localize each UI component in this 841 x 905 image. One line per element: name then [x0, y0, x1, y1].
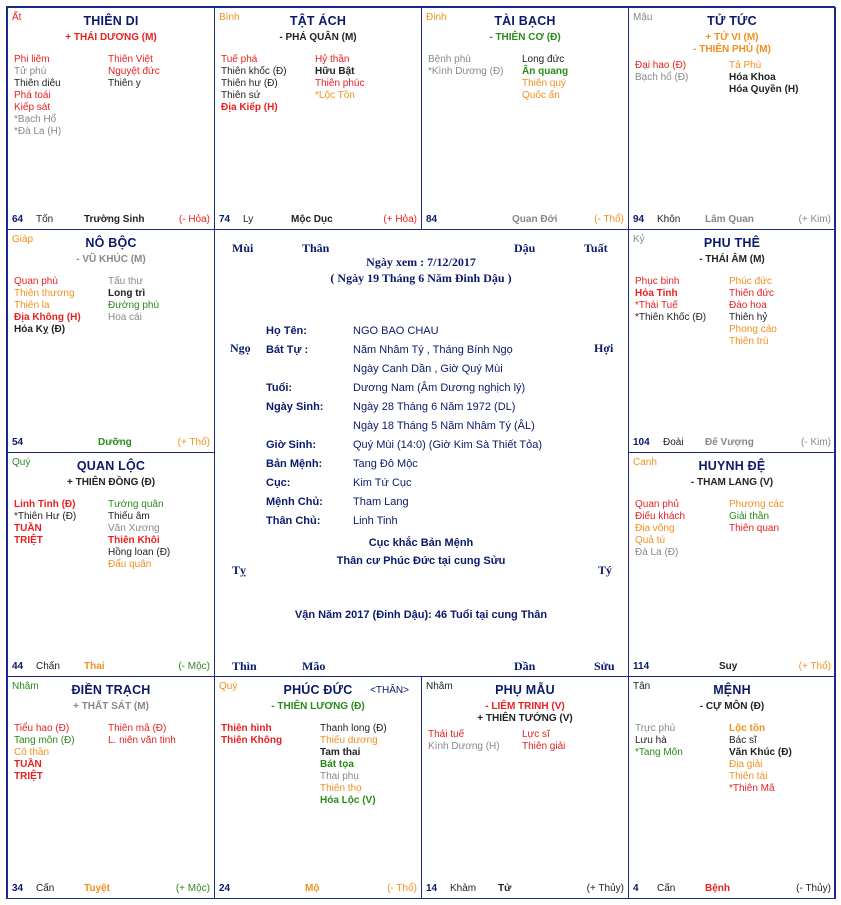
age-number: 44	[12, 661, 24, 672]
stars-left	[428, 729, 500, 753]
minor-star: Ân quang	[522, 66, 569, 77]
minor-star: Thai phụ	[320, 771, 359, 782]
palace-stem: Quý	[219, 681, 238, 692]
minor-star: Tử phù	[14, 66, 47, 77]
life-stage: Đế Vượng	[705, 437, 754, 448]
info-value: Linh Tinh	[353, 515, 398, 527]
minor-star: TUẦN	[14, 759, 42, 770]
minor-star: Thiên thọ	[320, 783, 362, 794]
palace-stem: Bính	[219, 12, 240, 23]
minor-star: Địa Không (H)	[14, 312, 81, 323]
minor-star: *Thiên Hư (Đ)	[14, 511, 77, 522]
life-stage: Lâm Quan	[705, 214, 754, 225]
info-value: Ngày 18 Tháng 5 Năm Nhâm Tý (ÂL)	[353, 420, 535, 432]
palace-phuc-duc	[214, 676, 422, 899]
minor-star: Lộc tồn	[729, 723, 766, 734]
minor-star: Thiên quan	[729, 523, 780, 534]
minor-star: Trực phù	[635, 723, 676, 734]
minor-star: *Thiên Khốc (Đ)	[635, 312, 707, 323]
minor-star: Tấu thư	[108, 276, 144, 287]
main-star: + TỬ VI (M)	[705, 32, 759, 43]
minor-star: Phi liêm	[14, 54, 50, 65]
age-number: 54	[12, 437, 24, 448]
palace-title: ĐIỀN TRẠCH	[71, 683, 151, 697]
branch-mao: Mão	[302, 659, 326, 673]
minor-star: Địa Kiếp (H)	[221, 102, 278, 113]
minor-star: TRIỆT	[14, 771, 43, 782]
branch-ngo: Ngọ	[230, 341, 251, 355]
stars-right	[108, 54, 160, 90]
minor-star: Nguyệt đức	[108, 66, 160, 77]
life-stage: Quan Đới	[512, 214, 558, 225]
palace-stem: Tân	[633, 681, 651, 692]
info-value: Ngày Canh Dần , Giờ Quý Mùi	[353, 363, 503, 375]
minor-star: Địa võng	[635, 523, 675, 534]
palace-title: NÔ BỘC	[85, 236, 137, 250]
minor-star: Thiên la	[14, 300, 50, 311]
minor-star: Tướng quân	[108, 499, 164, 510]
palace-stem: Nhâm	[12, 681, 39, 692]
minor-star: Thiên phúc	[315, 78, 365, 89]
main-star: - VŨ KHÚC (M)	[76, 254, 146, 265]
stars-left	[14, 276, 81, 336]
note-cuc-khac: Cục khắc Bản Mệnh	[368, 537, 474, 549]
main-star: - CỰ MÔN (Đ)	[699, 701, 765, 712]
minor-star: Thiên thương	[14, 288, 75, 299]
element: (+ Hỏa)	[383, 214, 417, 225]
main-star: - PHÁ QUÂN (M)	[279, 32, 357, 43]
minor-star: Hỏa Kỵ (Đ)	[14, 324, 66, 335]
palace-thien-di	[7, 7, 215, 230]
main-star: + THẤT SÁT (M)	[73, 701, 149, 712]
minor-star: Thiên hỷ	[729, 312, 768, 323]
branch-ty-right: Tý	[598, 563, 613, 577]
stars-right	[320, 723, 387, 807]
palace-stem: Mậu	[633, 12, 653, 23]
life-stage: Suy	[719, 661, 738, 672]
age-number: 14	[426, 883, 438, 894]
stars-right	[108, 723, 176, 747]
minor-star: Thiên Không	[221, 735, 283, 746]
palace-title: TÀI BẠCH	[494, 14, 556, 28]
palace-tai-bach	[421, 7, 629, 230]
lunar-date: ( Ngày 19 Tháng 6 Năm Đinh Dậu )	[330, 271, 512, 285]
palace-tu-tuc	[628, 7, 836, 230]
age-number: 34	[12, 883, 24, 894]
trigram: Chấn	[36, 661, 60, 672]
stars-left	[428, 54, 504, 78]
minor-star: Đào hoa	[729, 300, 767, 311]
stars-left	[14, 723, 75, 783]
minor-star: Đẩu quân	[108, 559, 152, 570]
minor-star: Thiên sứ	[221, 90, 261, 101]
minor-star: Đà La (Đ)	[635, 547, 679, 558]
minor-star: Long đức	[522, 54, 565, 65]
palace-stem: Đinh	[426, 12, 447, 23]
palace-title: TỬ TỨC	[707, 14, 757, 28]
minor-star: Thiếu âm	[108, 511, 150, 522]
minor-star: Hóa Khoa	[729, 72, 776, 83]
palace-quan-loc	[7, 452, 215, 677]
minor-star: Điếu khách	[635, 511, 686, 522]
branch-ty-left: Tỵ	[232, 563, 247, 577]
main-star: + THIÊN ĐỒNG (Đ)	[66, 477, 156, 488]
minor-star: Hóa Quyền (H)	[729, 84, 799, 95]
minor-star: Giải thần	[729, 511, 770, 522]
life-stage: Dưỡng	[98, 437, 132, 448]
main-star: - THÁI ÂM (M)	[699, 254, 765, 265]
palace-footer	[12, 434, 210, 448]
palace-title: HUYNH ĐỆ	[698, 459, 766, 473]
minor-star: Hỷ thần	[315, 54, 350, 65]
element: (- Thủy)	[796, 883, 831, 894]
age-number: 104	[633, 437, 650, 448]
stars-right	[522, 54, 568, 102]
view-date: Ngày xem : 7/12/2017	[366, 255, 476, 269]
minor-star: Thiên y	[108, 78, 141, 89]
branch-tuat: Tuất	[584, 241, 608, 255]
palace-phu-mau	[421, 676, 629, 899]
stars-left	[14, 54, 61, 138]
minor-star: Thiếu dương	[320, 735, 378, 746]
life-stage: Bệnh	[705, 883, 730, 894]
info-value: Ngày 28 Tháng 6 Năm 1972 (DL)	[353, 401, 516, 413]
life-stage: Tuyệt	[84, 883, 110, 894]
stars-right	[108, 499, 170, 571]
age-number: 24	[219, 883, 231, 894]
minor-star: *Kình Dương (Đ)	[428, 66, 504, 77]
palace-menh	[628, 676, 836, 899]
palace-footer	[219, 211, 417, 225]
element: (- Mộc)	[178, 661, 210, 672]
element: (- Hỏa)	[178, 214, 210, 225]
trigram: Cấn	[36, 883, 55, 894]
palace-footer	[633, 880, 831, 894]
info-label: Ngày Sinh:	[266, 401, 324, 413]
minor-star: Kiếp sát	[14, 102, 51, 113]
palace-footer	[12, 211, 210, 225]
main-star: - LIÊM TRINH (V)	[485, 701, 565, 712]
minor-star: Linh Tinh (Đ)	[14, 499, 76, 510]
life-stage: Tử	[498, 883, 512, 894]
main-star: - THAM LANG (V)	[690, 477, 774, 488]
stars-right	[315, 54, 364, 102]
element: (+ Thổ)	[177, 437, 210, 448]
minor-star: Bác sĩ	[729, 735, 757, 746]
info-label: Bát Tự :	[266, 344, 309, 356]
than-marker: <THÂN>	[370, 685, 409, 696]
info-label: Cục:	[266, 477, 291, 489]
palace-no-boc	[7, 229, 215, 453]
minor-star: *Đà La (H)	[14, 126, 62, 137]
minor-star: Thiên diêu	[14, 78, 61, 89]
minor-star: TRIỆT	[14, 535, 43, 546]
palace-stem: Ất	[12, 12, 22, 23]
branch-dan: Dần	[514, 659, 536, 673]
palace-tat-ach	[214, 7, 422, 230]
palace-huynh-de	[628, 452, 836, 677]
info-value: Năm Nhâm Tý , Tháng Bính Ngọ	[353, 344, 513, 356]
van-nam: Vận Năm 2017 (Đinh Dậu): 46 Tuổi tại cung Thân	[294, 609, 548, 621]
trigram: Cấn	[657, 883, 676, 894]
palace-title: TẬT ÁCH	[289, 14, 347, 28]
minor-star: Phượng các	[729, 499, 784, 510]
palace-title: PHỤ MẪU	[495, 683, 555, 697]
branch-suu: Sửu	[594, 659, 615, 673]
info-label: Họ Tên:	[266, 325, 307, 337]
main-star: - THIÊN PHỦ (M)	[693, 44, 771, 55]
minor-star: Thiên giải	[522, 741, 566, 752]
minor-star: Thiên khốc (Đ)	[221, 66, 287, 77]
branch-mui: Mùi	[232, 241, 254, 255]
minor-star: Phúc đức	[729, 276, 772, 287]
stars-left	[635, 499, 685, 559]
minor-star: Văn Khúc (Đ)	[729, 747, 792, 758]
minor-star: Phong cáo	[729, 324, 777, 335]
palace-footer	[633, 211, 831, 225]
minor-star: Văn Xương	[108, 523, 160, 534]
info-label: Tuổi:	[266, 382, 293, 394]
stars-right	[729, 276, 777, 348]
palace-footer	[12, 880, 210, 894]
info-value: NGO BAO CHAU	[353, 325, 439, 337]
stars-right	[522, 729, 565, 753]
palace-footer	[219, 880, 417, 894]
minor-star: Thiên hư (Đ)	[221, 78, 278, 89]
trigram: Ly	[243, 214, 254, 225]
minor-star: Thiên trù	[729, 336, 769, 347]
element: (+ Thủy)	[586, 883, 624, 894]
palace-title: PHÚC ĐỨC	[283, 683, 353, 697]
minor-star: Quả tú	[635, 535, 666, 546]
age-number: 84	[426, 214, 438, 225]
life-stage: Mộ	[305, 883, 320, 894]
minor-star: Tuế phá	[221, 54, 258, 65]
info-value: Dương Nam (Âm Dương nghịch lý)	[353, 382, 526, 394]
palace-phu-the	[628, 229, 836, 453]
info-value: Quý Mùi (14:0) (Giờ Kim Sà Thiết Tỏa)	[353, 439, 542, 451]
horoscope-chart	[6, 6, 835, 899]
minor-star: Hồng loan (Đ)	[108, 547, 171, 558]
minor-star: Đường phù	[108, 300, 160, 311]
center-panel	[214, 229, 628, 676]
minor-star: Thiên hình	[221, 723, 272, 734]
info-label: Giờ Sinh:	[266, 439, 316, 451]
minor-star: Tam thai	[320, 747, 361, 758]
minor-star: Kình Dương (H)	[428, 741, 500, 752]
stars-left	[635, 723, 683, 759]
note-than-cu: Thân cư Phúc Đức tại cung Sửu	[336, 555, 506, 567]
main-star: - THIÊN LƯƠNG (Đ)	[271, 701, 365, 712]
minor-star: Thái tuế	[428, 729, 465, 740]
branch-thin: Thìn	[232, 659, 257, 673]
minor-star: L. niên văn tinh	[108, 735, 176, 746]
minor-star: Lực sĩ	[522, 729, 550, 740]
minor-star: Thiên tài	[729, 771, 768, 782]
minor-star: Đại hao (Đ)	[635, 60, 687, 71]
minor-star: Bát tọa	[320, 759, 354, 770]
life-stage: Thai	[84, 661, 105, 672]
stars-right	[729, 723, 792, 795]
branch-dau: Dậu	[514, 241, 536, 255]
palace-stem: Quý	[12, 457, 31, 468]
palace-title: QUAN LỘC	[76, 459, 146, 473]
minor-star: TUẦN	[14, 523, 42, 534]
minor-star: Long trì	[108, 288, 146, 299]
palace-footer	[633, 434, 831, 448]
trigram: Khôn	[657, 214, 681, 225]
minor-star: Hỏa Tinh	[635, 288, 678, 299]
info-value: Kim Tứ Cục	[353, 477, 412, 489]
minor-star: Hoa cái	[108, 312, 142, 323]
palace-stem: Giáp	[12, 234, 34, 245]
age-number: 94	[633, 214, 645, 225]
minor-star: Cô thần	[14, 747, 50, 758]
main-star: + THIÊN TƯỚNG (V)	[477, 713, 573, 724]
age-number: 64	[12, 214, 24, 225]
palace-title: PHU THÊ	[703, 236, 761, 250]
element: (+ Kim)	[798, 214, 831, 225]
palace-footer	[12, 658, 210, 672]
minor-star: Tang môn (Đ)	[14, 735, 75, 746]
element: (+ Mộc)	[175, 883, 210, 894]
minor-star: Tả Phù	[729, 60, 762, 71]
palace-stem: Canh	[633, 457, 657, 468]
branch-than: Thân	[302, 241, 330, 255]
minor-star: Quốc ấn	[522, 90, 560, 101]
minor-star: Lưu hà	[635, 735, 667, 746]
trigram: Tốn	[36, 214, 54, 225]
minor-star: *Thái Tuế	[635, 300, 678, 311]
minor-star: Thanh long (Đ)	[320, 723, 387, 734]
stars-left	[635, 276, 706, 324]
minor-star: Quan phủ	[635, 499, 679, 510]
minor-star: Phá toái	[14, 90, 51, 101]
trigram: Khảm	[450, 883, 477, 894]
info-value: Tham Lang	[353, 496, 409, 508]
minor-star: *Bạch Hổ	[14, 114, 57, 125]
palace-footer	[426, 880, 624, 894]
minor-star: Thiên đức	[729, 288, 775, 299]
age-number: 74	[219, 214, 231, 225]
palace-title: THIÊN DI	[83, 14, 139, 28]
minor-star: Bạch hổ (Đ)	[635, 72, 689, 83]
minor-star: Tiểu hao (Đ)	[14, 723, 70, 734]
info-label: Mệnh Chủ:	[266, 496, 323, 508]
minor-star: Địa giải	[729, 759, 763, 770]
palace-footer	[426, 211, 624, 225]
palace-footer	[633, 658, 831, 672]
element: (+ Thổ)	[798, 661, 831, 672]
info-label: Thân Chủ:	[266, 515, 321, 527]
minor-star: *Lộc Tồn	[315, 90, 355, 101]
minor-star: Thiên Khôi	[108, 535, 160, 546]
info-value: Tang Đô Mộc	[353, 458, 418, 470]
stars-right	[729, 499, 784, 535]
minor-star: Bệnh phù	[428, 54, 471, 65]
palace-stem: Nhâm	[426, 681, 453, 692]
palace-dien-trach	[7, 676, 215, 899]
minor-star: Hóa Lộc (V)	[320, 795, 376, 806]
minor-star: Thiên quý	[522, 78, 566, 89]
main-star: + THÁI DƯƠNG (M)	[65, 32, 157, 43]
minor-star: *Tang Môn	[635, 747, 683, 758]
palace-stem: Kỷ	[633, 234, 645, 245]
main-star: - THIÊN CƠ (Đ)	[489, 32, 561, 43]
stars-left	[635, 60, 688, 84]
stars-left	[221, 723, 282, 747]
stars-right	[729, 60, 798, 96]
minor-star: Quan phù	[14, 276, 58, 287]
life-stage: Mộc Dục	[291, 214, 333, 225]
trigram: Đoài	[663, 437, 684, 448]
life-stage: Trường Sinh	[84, 214, 145, 225]
stars-right	[108, 276, 159, 324]
palace-title: MỆNH	[713, 683, 751, 697]
minor-star: Thiên Việt	[108, 54, 153, 65]
minor-star: Phục binh	[635, 276, 680, 287]
stars-left	[14, 499, 76, 547]
element: (- Thổ)	[594, 214, 624, 225]
branch-hoi: Hợi	[594, 341, 614, 355]
minor-star: *Thiên Mã	[729, 783, 775, 794]
element: (- Kim)	[801, 437, 831, 448]
element: (- Thổ)	[387, 883, 417, 894]
age-number: 114	[633, 661, 650, 672]
minor-star: Hữu Bật	[315, 66, 355, 77]
stars-left	[221, 54, 287, 114]
age-number: 4	[633, 883, 639, 894]
info-label: Bản Mệnh:	[266, 458, 323, 470]
minor-star: Thiên mã (Đ)	[108, 723, 167, 734]
